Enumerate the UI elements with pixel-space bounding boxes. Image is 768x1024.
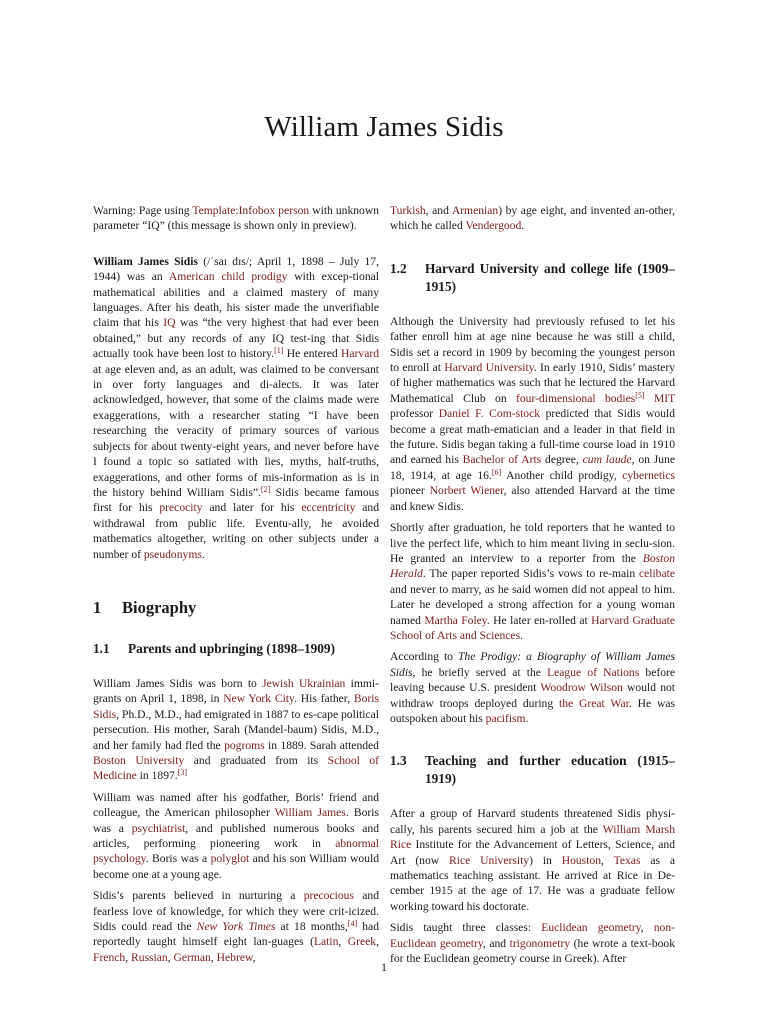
link-great-war[interactable]: the Great War bbox=[559, 696, 629, 710]
link-abnormal-psychology[interactable]: abnormal psychology bbox=[93, 837, 379, 866]
link-boston-herald[interactable]: Boston Herald bbox=[390, 551, 675, 581]
left-column bbox=[93, 203, 379, 971]
link-precocity[interactable]: precocity bbox=[159, 501, 203, 515]
book-title: The Prodigy: a Biography of William James Sidis, bbox=[390, 650, 675, 679]
link-jewish-ukrainian[interactable]: Jewish Ukrainian bbox=[262, 676, 346, 690]
link-eccentricity[interactable]: eccentricity bbox=[301, 501, 356, 515]
citation-2[interactable]: [2] bbox=[260, 484, 271, 494]
link-celibate[interactable]: celibate bbox=[638, 567, 675, 581]
link-template-infobox[interactable]: Template:Infobox person bbox=[192, 204, 310, 217]
subsection-heading-harvard: 1.2 Harvard University and college life (1909–1915) bbox=[390, 260, 675, 294]
link-euclidean-geometry[interactable]: Euclidean geometry bbox=[541, 921, 641, 935]
link-houston[interactable]: Houston bbox=[561, 853, 602, 867]
link-trigonometry[interactable]: trigonometry bbox=[509, 936, 571, 950]
link-latin[interactable]: Latin bbox=[313, 935, 339, 949]
link-iq[interactable]: IQ bbox=[163, 316, 176, 330]
link-bachelor-of-arts[interactable]: Bachelor of Arts bbox=[462, 453, 542, 467]
link-norbert-wiener[interactable]: Norbert Wiener bbox=[429, 484, 504, 498]
citation-6[interactable]: [6] bbox=[491, 467, 502, 477]
link-boris-sidis[interactable]: Boris Sidis bbox=[93, 692, 379, 721]
link-armenian[interactable]: Armenian bbox=[451, 204, 499, 217]
link-non-euclidean-geometry[interactable]: non-Euclidean geometry bbox=[390, 921, 676, 950]
link-psychiatrist[interactable]: psychiatrist bbox=[131, 821, 186, 835]
subsection-heading-teaching: 1.3 Teaching and further education (1915–1919) bbox=[390, 753, 675, 787]
link-harvard-graduate-school[interactable]: Harvard Graduate School of Arts and Sciences bbox=[390, 613, 675, 642]
link-precocious[interactable]: precocious bbox=[303, 889, 354, 903]
intro-paragraph: William James Sidis (/ˈsaɪ dɪs/; April 1, 1898 – July 17, 1944) was an American child prodigy with excep-tional mathematical abilities and a claimed mastery of many languages. After his death, his sister made the unverifiable claim that his IQ was “the very highest that had ever been obtained,” but any records of any IQ test-ing that Sidis actually took have been lost to history.[1] He entered Harvard at age eleven and, as an adult, was claimed to be conversant in over forty languages and di-alects. It was later acknowledged, however, that some of the claims made were exaggerations, with a researcher stating “I have been researching the veracity of primary sources of various subjects for about twenty-eight years, and never before have I found a topic so satiated with lies, myths, half-truths, exaggerations, and other forms of mis-information as is in the history behind William Sidis”.[2] Sidis became famous first for his precocity and later for his eccentricity and withdrawal from public life. Eventu-ally, he avoided mathematics altogether, writing on other subjects under a number of pseudonyms. bbox=[93, 254, 380, 561]
citation-3[interactable]: [3] bbox=[177, 768, 188, 778]
link-mit[interactable]: MIT bbox=[653, 391, 675, 405]
right-column bbox=[390, 203, 675, 972]
link-turkish[interactable]: Turkish bbox=[390, 204, 426, 217]
link-cum-laude[interactable]: cum laude bbox=[582, 453, 632, 467]
link-polyglot[interactable]: polyglot bbox=[210, 852, 250, 866]
link-boston-university[interactable]: Boston University bbox=[93, 753, 185, 767]
section-heading-biography: 1 Biography bbox=[93, 597, 197, 617]
link-daniel-comstock[interactable]: Daniel F. Com-stock bbox=[438, 407, 541, 421]
parents-paragraph-1: William James Sidis was born to Jewish Ukrainian immi-grants on April 1, 1898, in New York City. His father, Boris Sidis, Ph.D., M.D., had emigrated in 1887 to es-cape political persecution. His mother, Sarah (Mandel-baum) Sidis, M.D., and her family had fled the pogroms in 1889. Sarah attended Boston University and graduated from its School of Medicine in 1897.[3] bbox=[93, 676, 380, 783]
link-school-of-medicine[interactable]: School of Medicine bbox=[93, 753, 380, 783]
link-french[interactable]: French bbox=[93, 950, 126, 964]
harvard-paragraph-2: Shortly after graduation, he told reporters that he wanted to live the perfect life, which to him meant living in seclu-sion. He granted an interview to a reporter from the Boston Herald. The paper reported Sidis’s vows to re-main celibate and never to marry, as he said women did not appeal to him. Later he developed a strong affection for a young woman named Martha Foley. He later en-rolled at Harvard Graduate School of Arts and Sciences. bbox=[390, 521, 675, 642]
subject-name: William James Sidis bbox=[93, 254, 198, 268]
harvard-paragraph-1: Although the University had previously refused to let his father enroll him at age nine because he was still a child, Sidis set a record in 1909 by becoming the youngest person to enroll at Harvard University. In early 1910, Sidis’ mastery of higher mathematics was such that he lectured the Harvard Mathematical Club on four-dimensional bodies[5] MIT professor Daniel F. Com-stock predicted that Sidis would become a great math-ematician and a leader in that field in the future. Sidis began taking a full-time course load in 1910 and earned his Bachelor of Arts degree, cum laude, on June 18, 1914, at age 16.[6] Another child prodigy, cybernetics pioneer Norbert Wiener, also attended Harvard at the time and knew Sidis. bbox=[390, 314, 676, 513]
link-harvard-university[interactable]: Harvard University bbox=[444, 361, 534, 375]
link-greek[interactable]: Greek bbox=[347, 935, 377, 949]
link-new-york-times[interactable]: New York Times bbox=[196, 920, 276, 934]
link-russian[interactable]: Russian bbox=[131, 950, 168, 964]
citation-4[interactable]: [4] bbox=[347, 919, 358, 929]
citation-1[interactable]: [1] bbox=[274, 346, 284, 356]
parents-paragraph-2: William was named after his godfather, Boris’ friend and colleague, the American philosopher William James. Boris was a psychiatrist, and published numerous books and articles, performing pioneering work in abnormal psychology. Boris was a polyglot and his son William would become one at a young age. bbox=[93, 790, 380, 881]
link-four-dimensional-bodies[interactable]: four-dimensional bodies bbox=[515, 391, 636, 405]
link-pacifism[interactable]: pacifism bbox=[485, 711, 526, 725]
template-warning: Warning: Page using Template:Infobox person with unknown parameter “IQ” (this message is shown only in preview). bbox=[93, 204, 380, 233]
link-harvard[interactable]: Harvard bbox=[341, 347, 380, 361]
subsection-heading-parents: 1.1 Parents and upbringing (1898–1909) bbox=[93, 640, 335, 656]
link-pseudonyms[interactable]: pseudonyms bbox=[143, 547, 202, 561]
link-martha-foley[interactable]: Martha Foley bbox=[424, 613, 487, 627]
link-league-of-nations[interactable]: League of Nations bbox=[547, 665, 640, 679]
page-title: William James Sidis bbox=[264, 111, 504, 143]
link-william-marsh-rice[interactable]: William Marsh Rice bbox=[390, 822, 675, 852]
citation-5[interactable]: [5] bbox=[635, 390, 645, 400]
link-german[interactable]: German bbox=[173, 950, 211, 964]
link-pogroms[interactable]: pogroms bbox=[224, 738, 265, 752]
link-rice-university[interactable]: Rice University bbox=[449, 853, 530, 867]
link-vendergood[interactable]: Vendergood bbox=[465, 219, 522, 233]
parents-paragraph-3: Sidis’s parents believed in nurturing a precocious and fearless love of knowledge, for which they were crit-icized. Sidis could read the New York Times at 18 months,[4] had reportedly taught himself eight lan-guages (Latin, Greek, French, Russian, German, Hebrew, bbox=[93, 889, 379, 964]
page-number: 1 bbox=[381, 960, 387, 974]
link-new-york-city[interactable]: New York City bbox=[223, 692, 295, 706]
link-child-prodigy[interactable]: American child prodigy bbox=[168, 270, 288, 284]
link-william-james[interactable]: William James bbox=[274, 806, 346, 820]
harvard-paragraph-3: According to The Prodigy: a Biography of William James Sidis, he briefly served at the League of Nations before leaving because U.S. president Woodrow Wilson would not withdraw troops deployed during the Great War. He was outspoken about his pacifism. bbox=[390, 650, 676, 725]
link-woodrow-wilson[interactable]: Woodrow Wilson bbox=[540, 681, 623, 695]
languages-continuation: Turkish, and Armenian) by age eight, and invented an-other, which he called Vendergood. bbox=[390, 204, 675, 233]
teaching-paragraph-1: After a group of Harvard students threatened Sidis physi-cally, his parents secured him a job at the William Marsh Rice Institute for the Advancement of Letters, Science, and Art (now Rice University) in Houston, Texas as a mathematics teaching assistant. He arrived at Rice in De-cember 1915 at the age of 17. He was a graduate fellow working toward his doctorate. bbox=[390, 807, 675, 913]
teaching-paragraph-2: Sidis taught three classes: Euclidean geometry, non-Euclidean geometry, and trigonometry (he wrote a text-book for the Euclidean geometry course in Greek). After bbox=[390, 921, 676, 966]
link-hebrew[interactable]: Hebrew bbox=[216, 950, 253, 964]
link-cybernetics[interactable]: cybernetics bbox=[622, 468, 675, 482]
link-texas[interactable]: Texas bbox=[613, 853, 641, 867]
